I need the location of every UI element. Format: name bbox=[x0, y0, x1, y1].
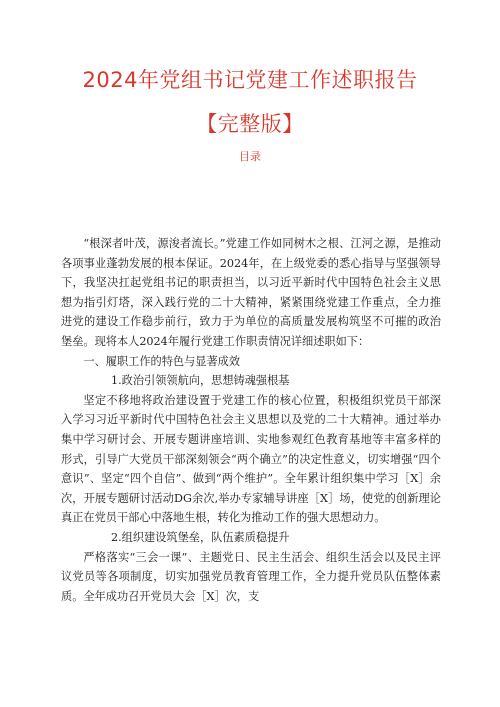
body-paragraph-1: 坚定不移地将政治建设置于党建工作的核心位置，积极组织党员干部深入学习习近平新时代中国特色社会主义思想以及党的二十大精神。通过举办集中学习研讨会、开展专题讲座培训、实地参观红色教育基地等丰富多样的形式，引导广大党员干部深刻领会“两个确立”的决定性意义，切实增强“四个意识”、坚定“四个自信”、做到“两个维护”。全年累计组织集中学习［X］余次，开展专题研讨活动DG余次,举办专家辅导讲座［X］场，使党的创新理论真正在党员干部心中落地生根，转化为推动工作的强大思想动力。 bbox=[61, 393, 441, 525]
subsection-heading-2: 2.组织建设筑堡垒，队伍素质稳提升 bbox=[111, 530, 290, 544]
document-body bbox=[61, 234, 441, 606]
document-subtitle: 【完整版】 bbox=[196, 112, 304, 136]
document-title: 2024年党组书记党建工作述职报告 bbox=[82, 68, 418, 92]
subsection-heading-1: 1.政治引领领航向，思想铸魂强根基 bbox=[111, 374, 290, 388]
section-heading: 一、履职工作的特色与显著成效 bbox=[83, 354, 241, 368]
body-paragraph-2: 严格落实“三会一课”、主题党日、民主生活会、组织生活会以及民主评议党员等各项制度，切实加强党员教育管理工作，全力提升党员队伍整体素质。全年成功召开党员大会［X］次，支 bbox=[61, 550, 441, 603]
intro-paragraph: “根深者叶茂，源浚者流长。”党建工作如同树木之根、江河之源，是推动各项事业蓬勃发展的根本保证。2024年，在上级党委的悉心指导与坚强领导下，我坚决扛起党组书记的职责担当，以习近平新时代中国特色社会主义思想为指引灯塔，深入践行党的二十大精神，紧紧围绕党建工作重点，全力推进党的建设工作稳步前行，致力于为单位的高质量发展构筑坚不可摧的政治堡垒。现将本人2024年履行党建工作职责情况详细述职如下： bbox=[61, 237, 441, 348]
toc-label: 目录 bbox=[239, 150, 261, 163]
